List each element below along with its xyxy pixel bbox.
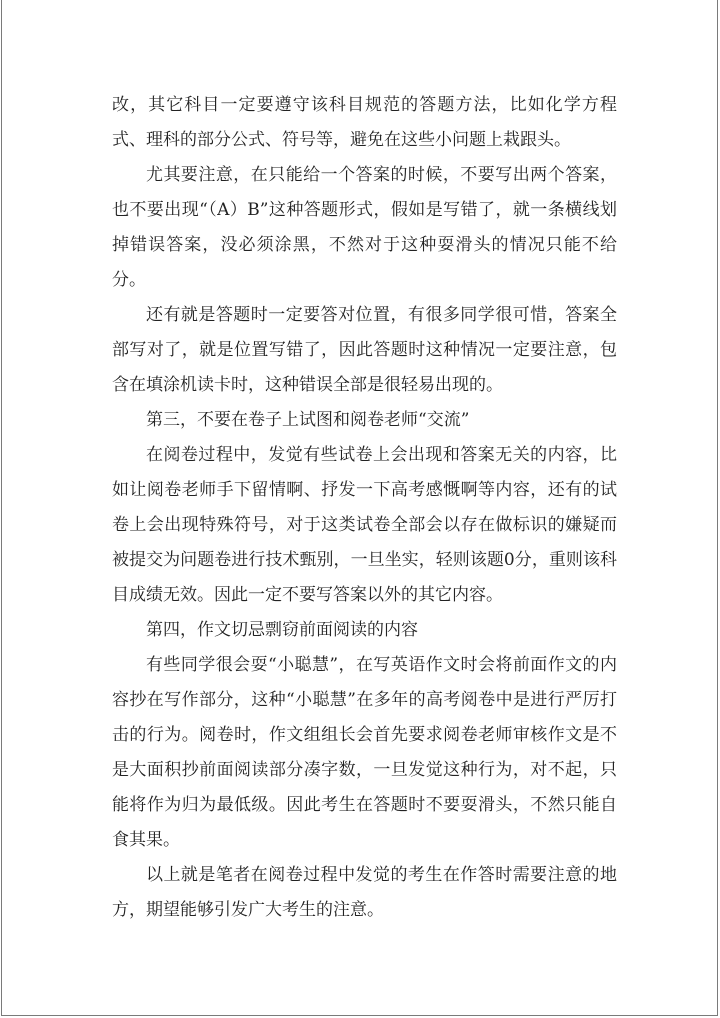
section-heading-fourth: 第四，作文切忌剽窃前面阅读的内容 [146,620,418,640]
document-body [112,88,617,928]
paragraph-no-plagiarism: 有些同学很会耍“小聪慧”，在写英语作文时会将前面作文的内容抄在写作部分，这种“小聪慧”在多年的高考阅卷中是进行严厉打击的行为。阅卷时，作文组组长会首先要求阅卷老师审核作文是不是大面积抄前面阅读部分凑字数，一旦发觉这种行为，对不起，只能将作为归为最低级。因此考生在答题时不要耍滑头，不然只能自食其果。 [112,655,617,850]
paragraph-answer-position: 还有就是答题时一定要答对位置，有很多同学很可惜，答案全部写对了，就是位置写错了，因此答题时这种情况一定要注意，包含在填涂机读卡时，这种错误全部是很轻易出现的。 [112,305,617,395]
document-page [1,0,718,1016]
paragraph-conclusion: 以上就是笔者在阅卷过程中发觉的考生在作答时需要注意的地方，期望能够引发广大考生的注意。 [112,865,617,920]
paragraph-answer-rules: 尤其要注意，在只能给一个答案的时候，不要写出两个答案，也不要出现“（A）B”这种答题形式，假如是写错了，就一条横线划掉错误答案，没必须涂黑，不然对于这种耍滑头的情况只能不给分。 [112,165,617,290]
paragraph-continuation: 改，其它科目一定要遵守该科目规范的答题方法，比如化学方程式、理科的部分公式、符号等，避免在这些小问题上栽跟头。 [112,95,617,150]
paragraph-no-communication: 在阅卷过程中，发觉有些试卷上会出现和答案无关的内容，比如让阅卷老师手下留情啊、抒发一下高考感慨啊等内容，还有的试卷上会出现特殊符号，对于这类试卷全部会以存在做标识的嫌疑而被提交为问题卷进行技术甄别，一旦坐实，轻则该题0分，重则该科目成绩无效。因此一定不要写答案以外的其它内容。 [112,445,617,605]
section-heading-third: 第三，不要在卷子上试图和阅卷老师“交流” [146,410,470,430]
